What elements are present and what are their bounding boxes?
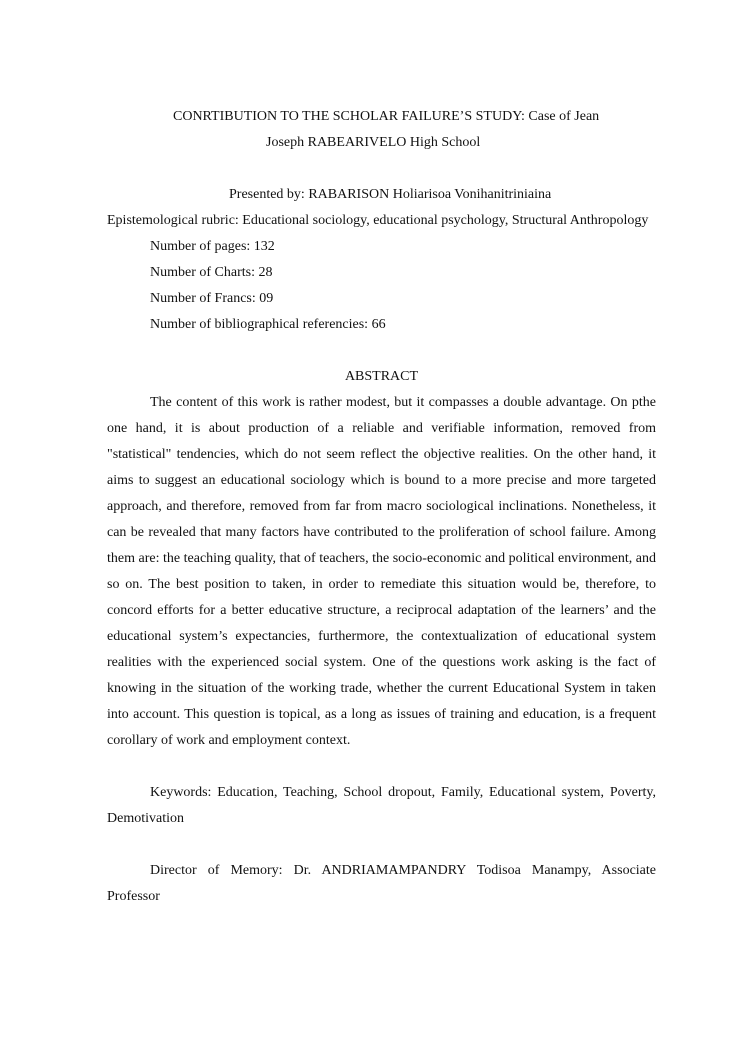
stat-references: Number of bibliographical referencies: 66 — [150, 317, 386, 332]
presented-by: Presented by: RABARISON Holiarisoa Vonihanitriniaina — [229, 187, 552, 202]
spacer — [107, 338, 656, 364]
title-line-2: Joseph RABEARIVELO High School — [266, 135, 481, 150]
abstract-heading: ABSTRACT — [344, 369, 419, 384]
spacer — [107, 754, 656, 780]
spacer — [107, 156, 656, 182]
abstract-body: The content of this work is rather modest, but it compasses a double advantage. On pthe one hand, it is about production of a reliable and verifiable information, removed from "statistical" tendencies, which do not seem reflect the objective realities. On the other hand, it aims to suggest an educational sociology which is bound to a more precise and more targeted approach, and therefore, removed from far from macro sociological inclinations. Nonetheless, it can be revealed that many factors have contributed to the proliferation of school failure. Among them are: the teaching quality, that of teachers, the socio-economic and political environment, and so on. The best position to taken, in order to remediate this situation would be, therefore, to concord efforts for a better educative structure, a reciprocal adaptation of the learners’ and the educational system’s expectancies, furthermore, the contextualization of educational system realities with the experienced social system. One of the questions work asking is the fact of knowing in the situation of the working trade, whether the current Educational System in taken into account. This question is topical, as a long as issues of training and education, is a frequent corollary of work and employment context. — [107, 395, 656, 748]
director-of-memory: Director of Memory: Dr. ANDRIAMAMPANDRY Todisoa Manampy, Associate Professor — [107, 863, 656, 904]
stat-francs: Number of Francs: 09 — [150, 291, 274, 306]
title-line-1: CONRTIBUTION TO THE SCHOLAR FAILURE’S STUDY: Case of Jean — [173, 109, 600, 124]
spacer — [107, 832, 656, 858]
epistemological-rubric: Epistemological rubric: Educational sociology, educational psychology, Structural Anthropology — [107, 213, 649, 228]
document-page — [107, 104, 656, 910]
stat-charts: Number of Charts: 28 — [150, 265, 273, 280]
stat-pages: Number of pages: 132 — [150, 239, 275, 254]
keywords: Keywords: Education, Teaching, School dropout, Family, Educational system, Poverty, Demotivation — [107, 785, 656, 826]
stats-list — [107, 234, 656, 338]
